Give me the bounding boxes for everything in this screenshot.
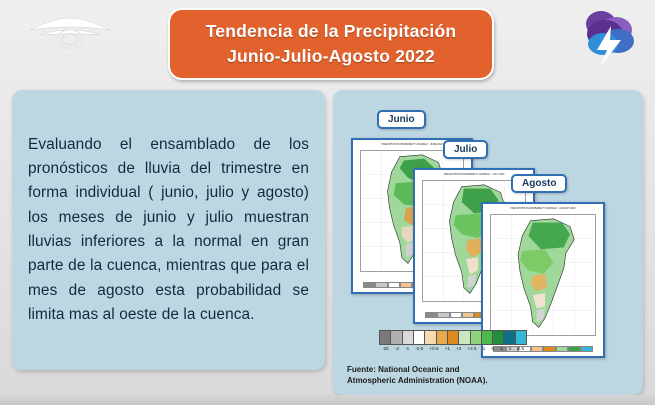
map-caption-agosto: PRECIPITATION PROBABILITY ANOMALY - AUGUST 2022 bbox=[510, 207, 576, 210]
colorbar-swatch bbox=[516, 331, 526, 344]
colorbar-swatch bbox=[380, 331, 391, 344]
colorbar-swatch bbox=[459, 331, 470, 344]
map-label-julio: Julio bbox=[443, 140, 488, 159]
dinac-logo-text: DINAC bbox=[59, 49, 81, 56]
colorbar-tick: -25 bbox=[382, 346, 389, 351]
colorbar-tick: 2.5 bbox=[517, 346, 524, 351]
bottom-strip bbox=[0, 395, 655, 405]
colorbar-swatch bbox=[391, 331, 402, 344]
colorbar-swatch bbox=[471, 331, 482, 344]
map-caption-junio: PRECIPITATION PROBABILITY ANOMALY - JUNE 2022 bbox=[381, 143, 443, 146]
colorbar-swatch bbox=[437, 331, 448, 344]
colorbar-swatch bbox=[448, 331, 459, 344]
dinac-logo bbox=[22, 8, 118, 66]
colorbar-tick: -2 bbox=[394, 346, 399, 351]
colorbar-tick: +2.5 bbox=[467, 346, 477, 351]
colorbar-swatch bbox=[403, 331, 414, 344]
summary-panel bbox=[12, 90, 325, 370]
colorbar-swatch bbox=[493, 331, 504, 344]
colorbar-swatch bbox=[504, 331, 515, 344]
colorbar-tick: -1 bbox=[405, 346, 410, 351]
colorbar-tick: 1 bbox=[500, 346, 503, 351]
colorbar-tick: +0.5 bbox=[429, 346, 439, 351]
summary-text: Evaluando el ensamblado de los pronósticos de lluvia del trimestre en forma individual ( junio, julio y agosto) los meses de junio y julio muestran lluvias inferiores a la normal en gran parte de la cuenca, mientras que para el mes de agosto esta probabilidad se limita mas al oeste de la cuenca. bbox=[28, 135, 309, 323]
colorbar-tick: 5 bbox=[491, 346, 495, 351]
colorbar-swatch bbox=[425, 331, 436, 344]
colorbar-tick: -0.5 bbox=[415, 346, 424, 351]
colorbar-swatch bbox=[414, 331, 425, 344]
map-plot-agosto bbox=[490, 214, 596, 336]
map-label-agosto: Agosto bbox=[511, 174, 567, 193]
title-line-1: Tendencia de la Precipitación bbox=[205, 20, 457, 41]
colorbar-swatch bbox=[482, 331, 493, 344]
source-line-1: Fuente: National Oceanic and bbox=[347, 365, 460, 375]
source-note bbox=[347, 365, 587, 387]
map-label-junio: Junio bbox=[377, 110, 426, 129]
title-line-2: Junio-Julio-Agosto 2022 bbox=[227, 46, 435, 66]
colorbar-tick: 1 bbox=[482, 346, 486, 351]
colorbar-swatches bbox=[379, 330, 527, 345]
colorbar-tick-labels bbox=[379, 346, 527, 351]
storm-logo bbox=[571, 4, 641, 70]
precipitation-colorbar bbox=[379, 330, 527, 351]
slide-title bbox=[168, 8, 494, 80]
colorbar-tick: +2 bbox=[456, 346, 462, 351]
colorbar-tick: 2 bbox=[508, 346, 512, 351]
source-line-2: Atmospheric Administration (NOAA). bbox=[347, 376, 488, 386]
map-caption-julio: PRECIPITATION PROBABILITY ANOMALY - JULY 2022 bbox=[443, 173, 505, 176]
maps-panel bbox=[333, 90, 643, 395]
colorbar-tick: +1 bbox=[444, 346, 450, 351]
